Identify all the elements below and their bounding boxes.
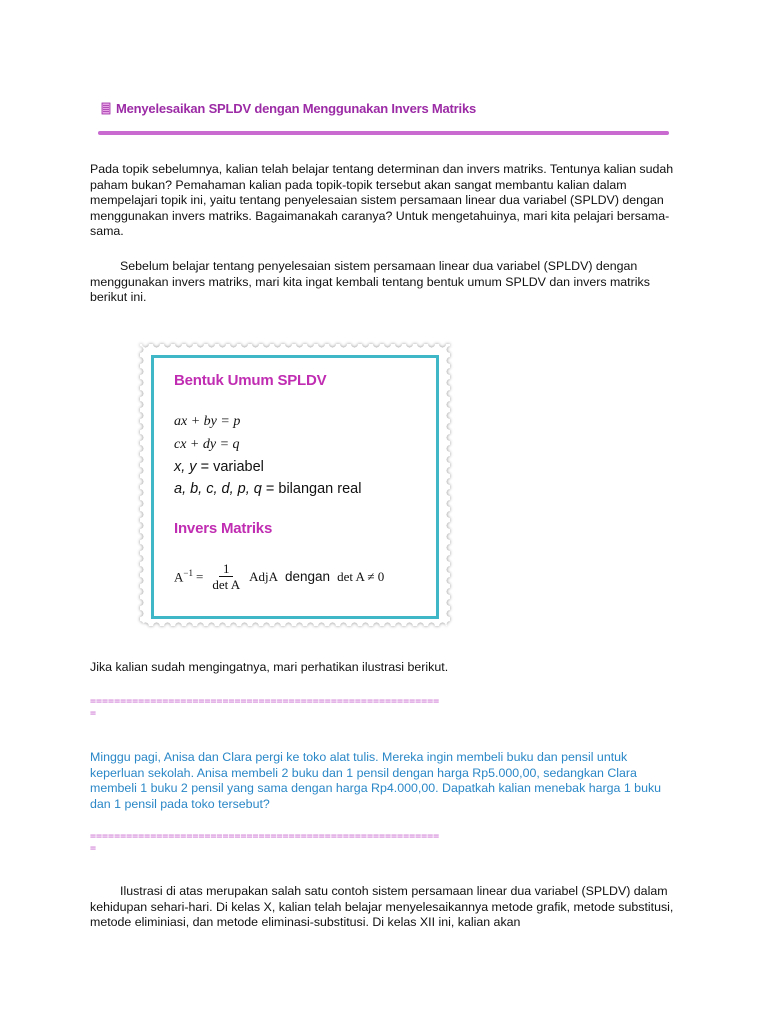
inverse-fraction: $\frac{1}{\text{det A}}$ — [212, 561, 241, 592]
closing-paragraph: Ilustrasi di atas merupakan salah satu contoh sistem persamaan linear dua variabel (SPLDV) dalam kehidupan sehari-hari. Di kelas X, kalian telah belajar menyelesaikannya metode grafik, metode substitusi, metode eliminiasi, dan metode eliminasi-substitusi. Di kelas XII ini, kalian akan — [90, 884, 674, 930]
equation-2: cx + dy = q — [174, 437, 240, 452]
book-icon — [100, 102, 112, 115]
formula-panel — [151, 355, 439, 619]
section-heading — [100, 101, 476, 116]
equation-1: ax + by = p — [174, 414, 241, 429]
variables-line: x, y = variabel — [174, 459, 264, 475]
section-title: Menyelesaikan SPLDV dengan Menggunakan Invers Matriks — [116, 101, 477, 116]
general-form-title: Bentuk Umum SPLDV — [174, 372, 327, 389]
prompt-paragraph: Jika kalian sudah mengingatnya, mari perhatikan ilustrasi berikut. — [90, 660, 449, 674]
formula-stamp-box — [135, 339, 455, 631]
constants-line: a, b, c, d, p, q = bilangan real — [174, 481, 362, 497]
recall-paragraph: Sebelum belajar tentang penyelesaian sistem persamaan linear dua variabel (SPLDV) dengan menggunakan invers matriks, mari kita ingat kembali tentang bentuk umum SPLDV dan invers matriks berikut ini. — [90, 259, 650, 305]
divider-top: ========================================================== = — [90, 696, 440, 719]
heading-underline — [98, 131, 669, 135]
intro-paragraph: Pada topik sebelumnya, kalian telah belajar tentang determinan dan invers matriks. Tentunya kalian sudah paham bukan? Pemahaman kalian pada topik-topik tersebut akan sangat membantu kalian dalam mempelajari topik ini, yaitu tentang penyelesaian sistem persamaan linear dua variabel (SPLDV) dengan menggunakan invers matriks. Bagaimanakah caranya? Untuk mengetahuinya, mari kita pelajari bersama-sama. — [90, 162, 674, 239]
inverse-title: Invers Matriks — [174, 520, 273, 537]
inverse-formula: $A^{-1}$ = $\frac{1}{\text{det A}}$ AdjA dengan det A ≠ 0 — [174, 561, 385, 592]
story-paragraph: Minggu pagi, Anisa dan Clara pergi ke toko alat tulis. Mereka ingin membeli buku dan pensil untuk keperluan sekolah. Anisa membeli 2 buku dan 1 pensil dengan harga Rp5.000,00, sedangkan Clara membeli 1 buku 2 pensil yang sama dengan harga Rp4.000,00. Dapatkah kalian menebak harga 1 buku dan 1 pensil pada toko tersebut? — [90, 750, 662, 811]
divider-bottom: ========================================================== = — [90, 831, 440, 854]
